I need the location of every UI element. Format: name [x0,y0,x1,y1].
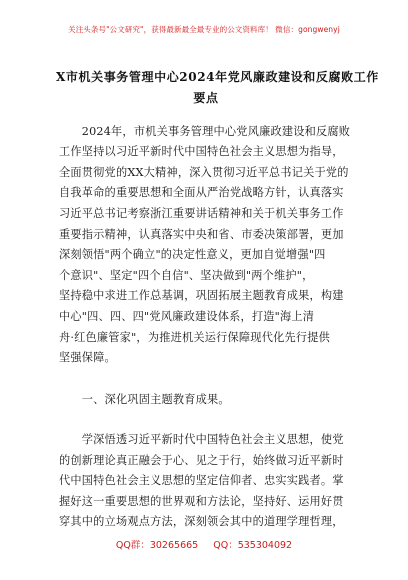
footer-qq-number: QQ：535304092 [213,540,293,551]
section-heading-1: 一、深化巩固主题教育成果。 [59,393,230,406]
body-line: 的创新理论真正融会于心、见之于行，始终做习近平新时 [59,454,344,467]
body-line: 中心"四、四、四"党风廉政建设体系，打造"海上清 [59,310,315,323]
body-line: 握好这一重要思想的世界观和方法论，坚持好、运用好贯 [59,495,344,508]
footer-contact [0,537,408,551]
body-line: 学深悟透习近平新时代中国特色社会主义思想，使党 [59,433,344,446]
body-line: 坚强保障。 [59,351,116,364]
body-line: 工作坚持以习近平新时代中国特色社会主义思想为指导， [59,145,344,158]
header-promo-note: 关注头条号"公文研究"，获得最新最全最专业的公文资料库！ 微信：gongwenyj [68,25,340,34]
body-line: 自我革命的重要思想和全面从严治党战略方针，认真落实 [59,186,344,199]
document-title-line-2: 要点 [193,91,219,105]
body-line: 2024年，市机关事务管理中心党风廉政建设和反腐败 [59,125,351,138]
document-title-line-1: X市机关事务管理中心2024年党风廉政建设和反腐败工作 [56,70,379,84]
body-line: 习近平总书记考察浙江重要讲话精神和关于机关事务工作 [59,207,344,220]
footer-qq-group: QQ群：30265665 [115,540,199,551]
body-line: 舟·红色廉管家"，为推进机关运行保障现代化先行提供 [59,331,331,344]
body-line: 深刻领悟"两个确立"的决定性意义，更加自觉增强"四 [59,248,326,261]
body-line: 坚持稳中求进工作总基调，巩固拓展主题教育成果，构建 [59,289,344,302]
body-line: 穿其中的立场观点方法，深刻领会其中的道理学理哲理， [59,515,344,528]
body-line: 代中国特色社会主义思想的坚定信仰者、忠实实践者。掌 [59,474,344,487]
body-line: 重要指示精神，认真落实中央和省、市委决策部署，更加 [59,228,344,241]
body-line: 个意识"、坚定"四个自信"、坚决做到"两个维护"， [59,269,314,282]
body-line: 全面贯彻党的XX大精神，深入贯彻习近平总书记关于党的 [59,166,349,179]
